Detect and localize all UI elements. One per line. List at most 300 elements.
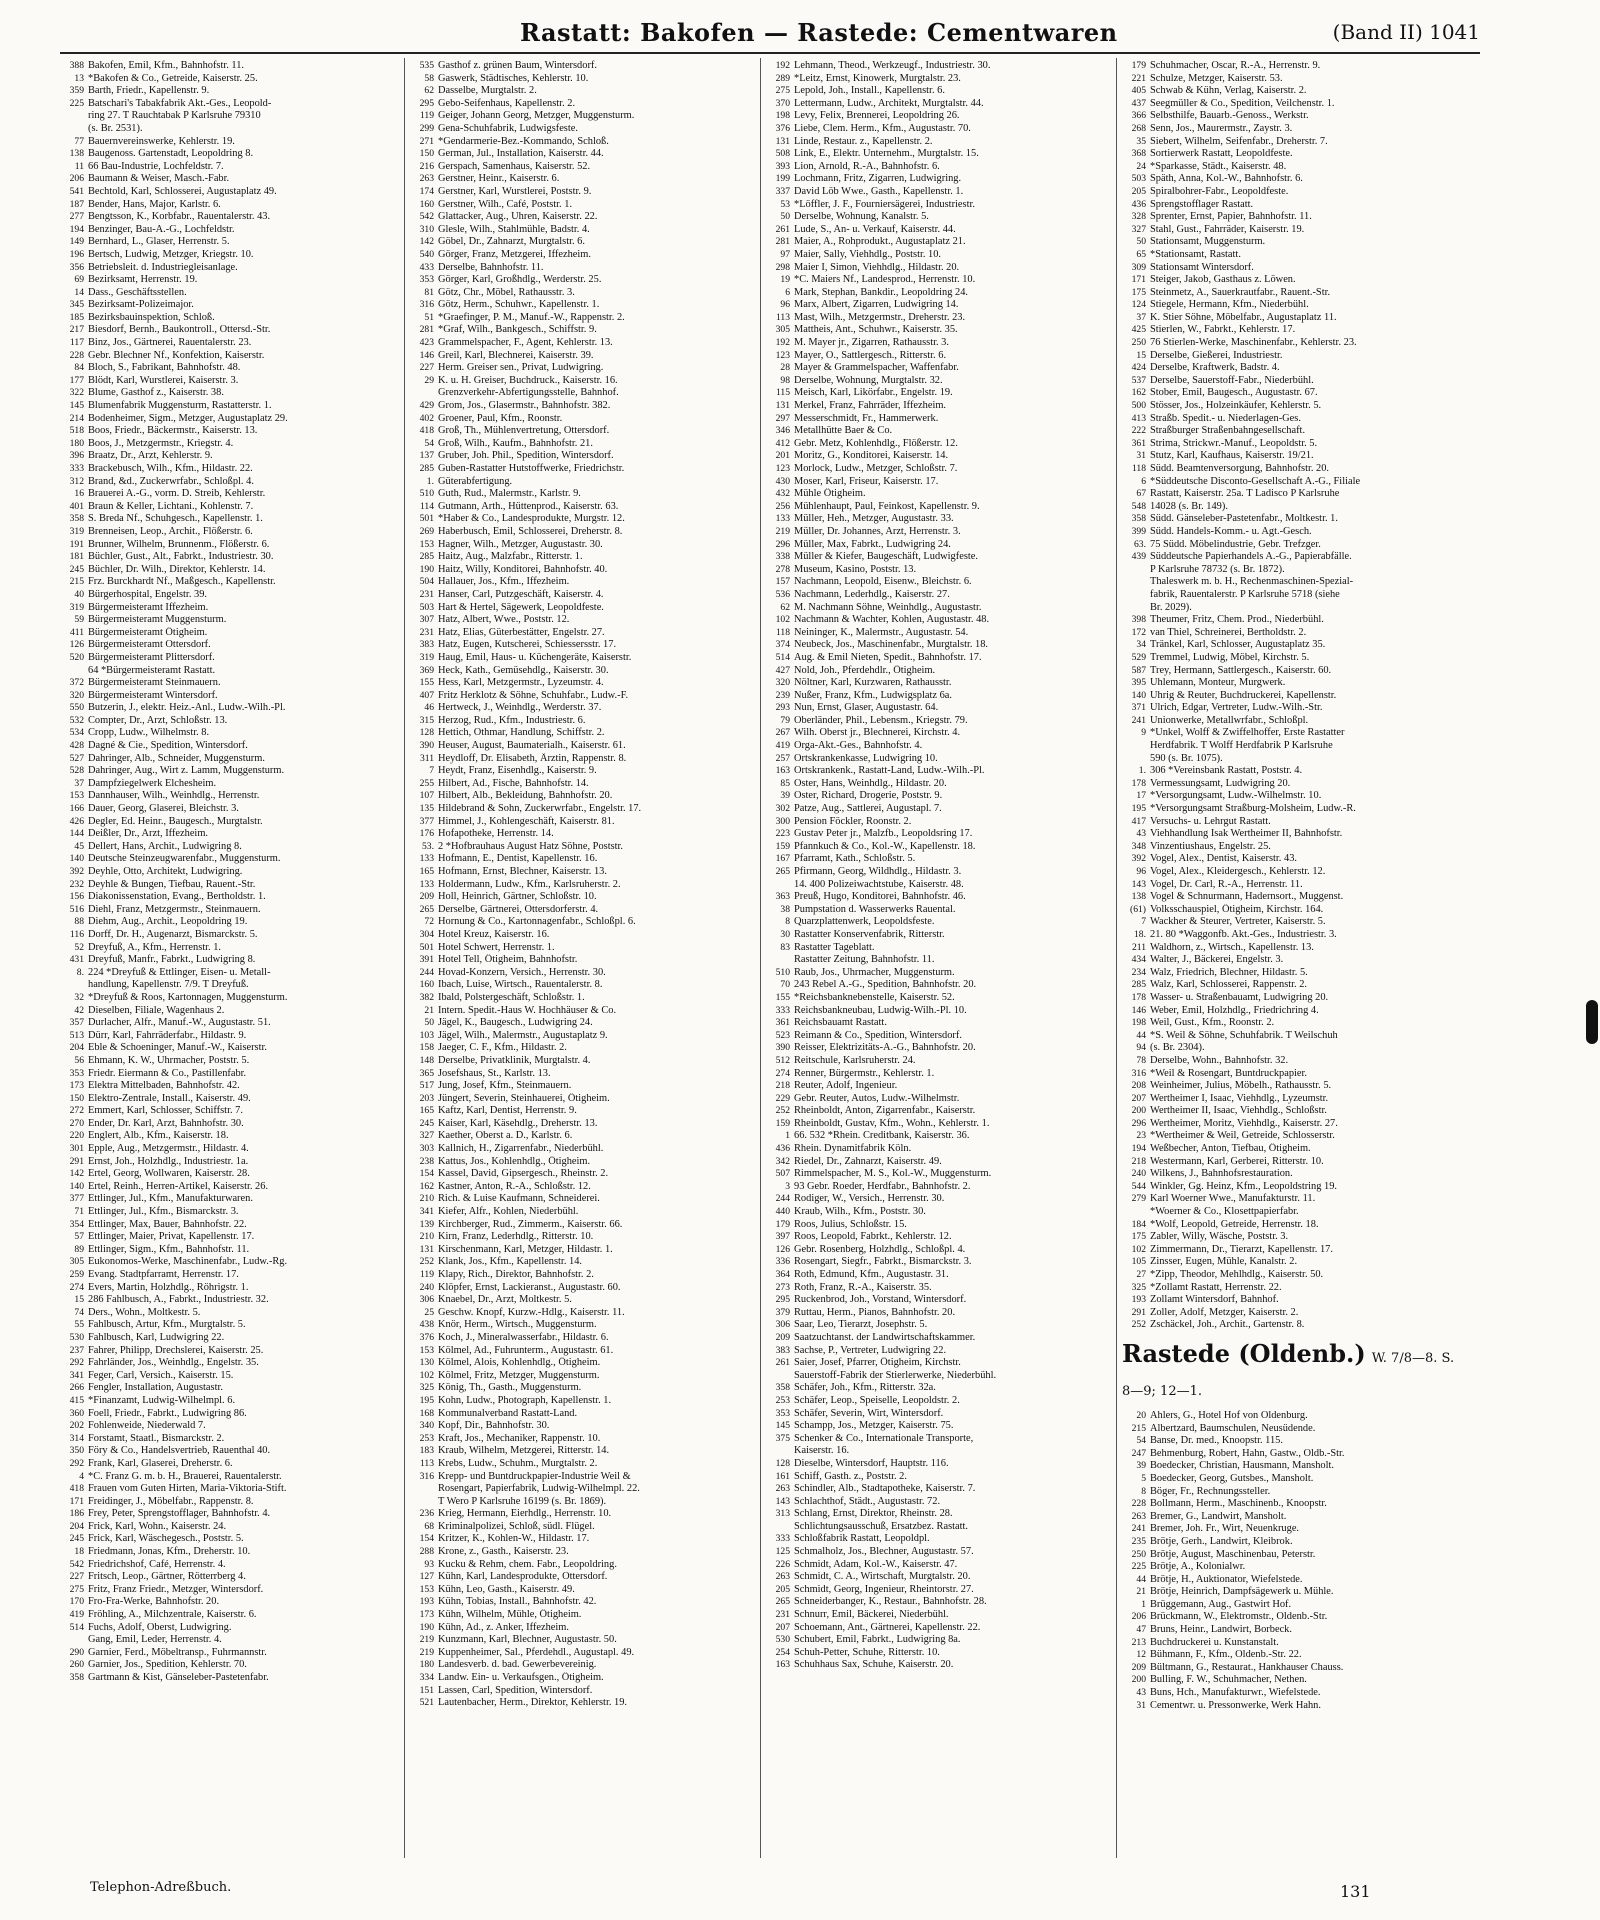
- entry-text: Nold, Joh., Pferdehdlr., Ötigheim.: [794, 664, 936, 676]
- phone-number: 228: [69, 349, 84, 361]
- directory-entry: [60, 1345, 402, 1358]
- entry-text: Hovad-Konzern, Versich., Herrenstr. 30.: [438, 966, 606, 978]
- directory-entry: [1122, 211, 1464, 224]
- directory-entry: [410, 1420, 752, 1433]
- entry-text: Frey, Peter, Sprengstofflager, Bahnhofstr. 4.: [88, 1508, 271, 1520]
- phone-number: 315: [419, 714, 434, 726]
- phone-number: 209: [775, 1331, 790, 1343]
- entry-text: Roth, Edmund, Kfm., Augustastr. 31.: [794, 1269, 949, 1280]
- phone-number: 512: [775, 1054, 790, 1066]
- entry-text: Reitschule, Karlsruherstr. 24.: [794, 1054, 916, 1066]
- directory-entry: [766, 501, 1108, 514]
- phone-number: 14: [74, 286, 84, 298]
- phone-number: 8: [785, 916, 790, 928]
- entry-text: Gerspach, Samenhaus, Kaiserstr. 52.: [438, 160, 591, 172]
- directory-entry: [60, 639, 402, 652]
- directory-entry: [1122, 85, 1464, 98]
- entry-text: Sauerstoff-Fabrik der Stierlerwerke, Niederbühl.: [794, 1369, 997, 1381]
- phone-number: 397: [775, 1231, 790, 1243]
- entry-text: Jüngert, Severin, Steinhauerei, Ötigheim.: [438, 1092, 610, 1104]
- entry-text: Heuser, August, Baumaterialh., Kaiserstr. 61.: [438, 740, 626, 752]
- directory-entry: [766, 199, 1108, 212]
- directory-entry: [60, 476, 402, 489]
- phone-number: 514: [775, 651, 790, 663]
- phone-number: 195: [419, 1394, 434, 1406]
- entry-text: Trey, Hermann, Sattlergesch., Kaiserstr. 60.: [1150, 664, 1332, 676]
- entry-text: Unionwerke, Metallwrfabr., Schloßpl.: [1150, 714, 1309, 726]
- directory-column-4-entries: [1122, 60, 1464, 1332]
- directory-entry: [410, 1231, 752, 1244]
- directory-entry: [766, 476, 1108, 489]
- entry-text: Krone, z., Gasth., Kaiserstr. 23.: [438, 1546, 569, 1558]
- phone-number: 341: [69, 1369, 84, 1381]
- directory-entry: [1122, 1005, 1464, 1018]
- entry-text: Ortskrankenkasse, Ludwigring 10.: [794, 752, 938, 764]
- phone-number: 305: [69, 1256, 84, 1268]
- phone-number: 12: [1136, 1649, 1146, 1661]
- entry-text: Rastatt, Kaiserstr. 25a. T Ladisco P Karlsruhe: [1150, 488, 1340, 500]
- entry-text: Frank, Karl, Glaserei, Dreherstr. 6.: [88, 1457, 233, 1469]
- entry-text: Stober, Emil, Baugesch., Augustastr. 67.: [1150, 387, 1318, 399]
- phone-number: 193: [1131, 1294, 1146, 1306]
- phone-number: 500: [1131, 400, 1146, 412]
- entry-text: Schenker & Co., Internationale Transporte,: [794, 1432, 974, 1444]
- phone-number: 334: [419, 1672, 434, 1683]
- phone-number: 392: [1131, 853, 1146, 865]
- entry-text: Brötje, Gerh., Landwirt, Kleibrok.: [1150, 1535, 1293, 1547]
- entry-text: Renner, Bürgermstr., Kehlerstr. 1.: [794, 1067, 935, 1079]
- entry-text: Degler, Ed. Heinr., Baugesch., Murgtalstr.: [88, 815, 263, 827]
- entry-text: Mühle Ötigheim.: [794, 488, 866, 500]
- directory-entry: [60, 916, 402, 929]
- section-heading-rastede: [1122, 1340, 1464, 1406]
- phone-number: 306: [419, 1294, 434, 1306]
- directory-entry: [766, 287, 1108, 300]
- phone-number: 209: [1131, 1661, 1146, 1673]
- directory-entry: [410, 1093, 752, 1106]
- entry-text: Schampp, Jos., Metzger, Kaiserstr. 75.: [794, 1420, 954, 1432]
- directory-entry: [1122, 1231, 1464, 1244]
- phone-number: 366: [1131, 110, 1146, 122]
- directory-entry: [766, 236, 1108, 249]
- entry-text: K. u. H. Greiser, Buchdruck., Kaiserstr. 16.: [438, 374, 618, 386]
- phone-number: 207: [775, 1621, 790, 1633]
- entry-text: Geiger, Johann Georg, Metzger, Muggensturm.: [438, 110, 635, 122]
- phone-number: 535: [419, 60, 434, 71]
- entry-text: Roos, Leopold, Fabrkt., Kehlerstr. 12.: [794, 1231, 952, 1243]
- entry-text: Bremer, G., Landwirt, Mansholt.: [1150, 1510, 1287, 1522]
- phone-number: 204: [69, 1042, 84, 1054]
- phone-number: 245: [419, 1117, 434, 1129]
- directory-entry: [766, 1143, 1108, 1156]
- phone-number: 1: [785, 1130, 790, 1142]
- entry-text: Gustav Peter jr., Malzfb., Leopoldsring 17.: [794, 828, 973, 840]
- directory-entry: [60, 979, 402, 992]
- phone-number: 105: [1131, 1256, 1146, 1268]
- directory-entry: [60, 803, 402, 816]
- phone-number: 293: [775, 702, 790, 714]
- directory-entry: [766, 1256, 1108, 1269]
- entry-text: *Woerner & Co., Klosettpapierfabr.: [1150, 1206, 1299, 1218]
- entry-text: fabrik, Rauentalerstr. P Karlsruhe 5718 (siehe: [1150, 588, 1340, 600]
- entry-text: Dellert, Hans, Archit., Ludwigring 8.: [88, 840, 242, 852]
- directory-entry: [766, 1357, 1108, 1370]
- entry-text: Selbsthilfe, Bauarb.-Genoss., Werkstr.: [1150, 110, 1309, 122]
- directory-entry: [60, 413, 402, 426]
- entry-text: Bürgermeisteramt Steinmauern.: [88, 677, 221, 689]
- entry-text: Frick, Karl, Wohn., Kaiserstr. 24.: [88, 1520, 227, 1532]
- phone-number: 211: [1131, 941, 1146, 953]
- phone-number: 154: [419, 1168, 434, 1180]
- directory-entry: [410, 1647, 752, 1660]
- directory-entry: [766, 1408, 1108, 1421]
- phone-number: 532: [69, 714, 84, 726]
- phone-number: 18: [74, 1546, 84, 1558]
- directory-entry: [410, 1244, 752, 1257]
- entry-text: *Graefinger, P. M., Manuf.-W., Rappenstr. 2.: [438, 311, 625, 323]
- phone-number: 8.: [76, 966, 84, 978]
- directory-entry: [410, 1458, 752, 1471]
- directory-entry: [410, 199, 752, 212]
- directory-entry: [1122, 891, 1464, 904]
- directory-entry: [410, 312, 752, 325]
- phone-number: 273: [775, 1281, 790, 1293]
- directory-entry: [60, 1571, 402, 1584]
- phone-number: 42: [74, 1004, 84, 1016]
- directory-entry: [410, 627, 752, 640]
- phone-number: 17: [1136, 790, 1146, 802]
- phone-number: 432: [775, 488, 790, 500]
- directory-entry: [410, 186, 752, 199]
- entry-text: Kirchberger, Rud., Zimmerm., Kaiserstr. 66.: [438, 1218, 623, 1230]
- entry-text: Rhein. Dynamitfabrik Köln.: [794, 1143, 912, 1155]
- entry-text: Kastner, Anton, R.-A., Schloßstr. 12.: [438, 1180, 591, 1192]
- directory-entry: [60, 740, 402, 753]
- entry-text: Brückmann, W., Elektromstr., Oldenb.-Str.: [1150, 1611, 1328, 1623]
- phone-number: 162: [1131, 387, 1146, 399]
- entry-text: Bremer, Joh. Fr., Wirt, Neuenkruge.: [1150, 1523, 1300, 1535]
- phone-number: 356: [69, 261, 84, 273]
- phone-number: 32: [74, 991, 84, 1003]
- directory-entry: [60, 715, 402, 728]
- directory-entry: [1122, 73, 1464, 86]
- phone-number: 9: [1141, 727, 1146, 739]
- directory-entry: [1122, 765, 1464, 778]
- directory-entry: [60, 1395, 402, 1408]
- entry-text: Kommunalverband Rastatt-Land.: [438, 1407, 578, 1419]
- phone-number: 369: [419, 664, 434, 676]
- phone-number: 517: [419, 1080, 434, 1092]
- entry-text: *Versorgungsamt Straßburg-Molsheim, Ludw.-R.: [1150, 803, 1356, 815]
- entry-text: Vogel, Alex., Dentist, Kaiserstr. 43.: [1150, 853, 1297, 865]
- phone-number: 544: [1131, 1180, 1146, 1192]
- phone-number: 436: [1131, 198, 1146, 210]
- directory-entry: [60, 1055, 402, 1068]
- phone-number: 218: [1131, 1155, 1146, 1167]
- entry-text: Rodiger, W., Versich., Herrenstr. 30.: [794, 1193, 945, 1205]
- directory-entry: [410, 564, 752, 577]
- phone-number: 52: [74, 941, 84, 953]
- phone-number: 55: [74, 1319, 84, 1331]
- directory-entry: [410, 1345, 752, 1358]
- entry-text: Friedrichshof, Café, Herrenstr. 4.: [88, 1558, 226, 1570]
- directory-entry: [60, 513, 402, 526]
- entry-text: Ibald, Polstergeschäft, Schloßstr. 1.: [438, 991, 585, 1003]
- phone-number: 96: [780, 299, 790, 311]
- entry-text: Derselbe, Privatklinik, Murgtalstr. 4.: [438, 1054, 591, 1066]
- phone-number: 15: [74, 1294, 84, 1306]
- directory-entry: [766, 1130, 1108, 1143]
- entry-text: Viehhandlung Isak Wertheimer II, Bahnhofstr.: [1150, 828, 1343, 840]
- entry-text: Braatz, Dr., Arzt, Kehlerstr. 9.: [88, 450, 213, 462]
- entry-text: Hallauer, Jos., Kfm., Iffezheim.: [438, 576, 570, 588]
- phone-number: 550: [69, 702, 84, 714]
- directory-entry: [60, 161, 402, 174]
- directory-entry: [1122, 1068, 1464, 1081]
- phone-number: 291: [69, 1155, 84, 1167]
- phone-number: 183: [419, 1445, 434, 1457]
- phone-number: 210: [419, 1231, 434, 1243]
- entry-text: Bauernvereinswerke, Kehlerstr. 19.: [88, 135, 235, 147]
- directory-entry: [766, 1319, 1108, 1332]
- directory-entry: [766, 148, 1108, 161]
- directory-entry: [60, 665, 402, 678]
- phone-number: 407: [419, 689, 434, 701]
- directory-entry: [766, 73, 1108, 86]
- phone-number: 46: [424, 702, 434, 714]
- directory-entry: [766, 589, 1108, 602]
- phone-number: 530: [775, 1634, 790, 1646]
- phone-number: 20: [1136, 1409, 1146, 1421]
- entry-text: Fro-Fra-Werke, Bahnhofstr. 20.: [88, 1596, 220, 1608]
- entry-text: Bulling, F. W., Schuhmacher, Nethen.: [1150, 1674, 1307, 1686]
- entry-text: Ettlinger, Max, Bauer, Bahnhofstr. 22.: [88, 1218, 247, 1230]
- phone-number: 325: [419, 1382, 434, 1394]
- phone-number: 279: [1131, 1193, 1146, 1205]
- phone-number: 193: [419, 1596, 434, 1608]
- phone-number: 372: [69, 677, 84, 689]
- directory-entry: [766, 665, 1108, 678]
- phone-number: 186: [69, 1508, 84, 1520]
- entry-text: Schulze, Metzger, Kaiserstr. 53.: [1150, 72, 1283, 84]
- phone-number: 203: [419, 1092, 434, 1104]
- directory-entry: [410, 765, 752, 778]
- entry-text: 75 Südd. Möbelindustrie, Gebr. Trefzger.: [1150, 538, 1321, 550]
- phone-number: 205: [1131, 185, 1146, 197]
- phone-number: 84: [74, 362, 84, 374]
- phone-number: 85: [780, 777, 790, 789]
- phone-number: 374: [775, 639, 790, 651]
- directory-entry: [60, 1080, 402, 1093]
- directory-entry: [410, 1596, 752, 1609]
- directory-entry: [60, 1622, 402, 1635]
- entry-text: Tremmel, Ludwig, Möbel, Kirchstr. 5.: [1150, 651, 1310, 663]
- phone-number: 163: [775, 765, 790, 777]
- entry-text: Reichsbankneubau, Ludwig-Wilh.-Pl. 10.: [794, 1004, 967, 1016]
- phone-number: 160: [419, 979, 434, 991]
- phone-number: 265: [419, 903, 434, 915]
- phone-number: 190: [419, 1621, 434, 1633]
- phone-number: 285: [419, 463, 434, 474]
- entry-text: Brauerei A.-G., vorm. D. Streib, Kehlerstr.: [88, 488, 266, 500]
- entry-text: T Wero P Karlsruhe 16199 (s. Br. 1869).: [438, 1495, 607, 1507]
- entry-text: Buns, Hch., Manufakturwr., Wiefelstede.: [1150, 1687, 1321, 1699]
- directory-entry: [1122, 173, 1464, 186]
- phone-number: 376: [775, 122, 790, 134]
- phone-number: 70: [780, 979, 790, 991]
- entry-text: Walter, J., Bäckerei, Engelstr. 3.: [1150, 954, 1284, 966]
- entry-text: Mayer & Grammelspacher, Waffenfabr.: [794, 362, 959, 374]
- directory-entry: [1122, 161, 1464, 174]
- directory-entry: [1122, 602, 1464, 615]
- entry-text: Pumpstation d. Wasserwerks Rauental.: [794, 903, 956, 915]
- directory-entry: [766, 715, 1108, 728]
- directory-entry: [766, 1068, 1108, 1081]
- directory-entry: [410, 866, 752, 879]
- directory-entry: [410, 929, 752, 942]
- directory-entry: [410, 1634, 752, 1647]
- directory-entry: [410, 73, 752, 86]
- entry-text: Aug. & Emil Nieten, Spedit., Bahnhofstr. 17.: [794, 651, 982, 663]
- entry-text: Karl Woerner Wwe., Manufakturstr. 11.: [1150, 1193, 1316, 1205]
- directory-entry: [60, 324, 402, 337]
- entry-text: Schindler, Alb., Stadtapotheke, Kaiserstr. 7.: [794, 1483, 976, 1495]
- directory-entry: [1122, 1030, 1464, 1043]
- phone-number: 437: [1131, 97, 1146, 109]
- entry-text: Dahringer, Alb., Schneider, Muggensturm.: [88, 752, 265, 764]
- phone-number: 396: [69, 450, 84, 462]
- phone-number: 153: [69, 790, 84, 802]
- directory-entry: [410, 262, 752, 275]
- entry-text: Schlichtungsausschuß, Ersatzbez. Rastatt.: [794, 1520, 969, 1532]
- directory-entry: [410, 1659, 752, 1672]
- phone-number: 365: [419, 1067, 434, 1079]
- entry-text: Oberländer, Phil., Lebensm., Kriegstr. 79.: [794, 714, 968, 726]
- phone-number: 269: [419, 525, 434, 537]
- phone-number: 537: [1131, 374, 1146, 386]
- directory-entry: [410, 1005, 752, 1018]
- entry-text: Dagné & Cie., Spedition, Wintersdorf.: [88, 740, 248, 752]
- entry-text: M. Mayer jr., Zigarren, Rathausstr. 3.: [794, 337, 949, 349]
- entry-text: Kirschenmann, Karl, Metzger, Hildastr. 1.: [438, 1243, 613, 1255]
- directory-entry: [766, 1055, 1108, 1068]
- directory-entry: [410, 778, 752, 791]
- directory-entry: [60, 211, 402, 224]
- phone-number: 153: [419, 1344, 434, 1356]
- entry-text: (s. Br. 2531).: [88, 122, 143, 134]
- entry-text: Lochmann, Fritz, Zigarren, Ludwigring.: [794, 173, 962, 185]
- entry-text: Thaleswerk m. b. H., Rechenmaschinen-Spezial-: [1150, 576, 1354, 588]
- directory-entry: [1122, 778, 1464, 791]
- phone-number: 21: [1136, 1586, 1146, 1598]
- entry-text: Greil, Karl, Blechnerei, Kaiserstr. 39.: [438, 349, 594, 361]
- entry-text: Stiegele, Hermann, Kfm., Niederbühl.: [1150, 299, 1309, 311]
- directory-entry: [410, 1697, 752, 1710]
- phone-number: 192: [775, 337, 790, 349]
- phone-number: 399: [1131, 525, 1146, 537]
- directory-entry: [1122, 1118, 1464, 1131]
- entry-text: Raub, Jos., Uhrmacher, Muggensturm.: [794, 966, 955, 978]
- directory-entry: [766, 1030, 1108, 1043]
- phone-number: 353: [69, 1067, 84, 1079]
- phone-number: 97: [780, 248, 790, 260]
- directory-entry: [60, 1458, 402, 1471]
- phone-number: 94: [1136, 1042, 1146, 1054]
- entry-text: Wertheimer II, Isaac, Viehhdlg., Schloßstr.: [1150, 1105, 1327, 1117]
- directory-entry: [60, 287, 402, 300]
- directory-entry: [1122, 1168, 1464, 1181]
- directory-entry: [1122, 1473, 1464, 1486]
- directory-entry: [766, 866, 1108, 879]
- directory-entry: [766, 614, 1108, 627]
- entry-text: Späth, Anna, Kol.-W., Bahnhofstr. 6.: [1150, 173, 1303, 185]
- entry-text: Forstamt, Staatl., Bismarckstr. 2.: [88, 1432, 225, 1444]
- phone-number: 40: [74, 588, 84, 600]
- entry-text: Reichsbauamt Rastatt.: [794, 1017, 887, 1029]
- entry-text: Götz, Herm., Schuhwr., Kapellenstr. 1.: [438, 299, 600, 311]
- directory-entry: [1122, 1294, 1464, 1307]
- phone-number: 38: [780, 903, 790, 915]
- directory-entry: [1122, 1105, 1464, 1118]
- phone-number: 130: [419, 1357, 434, 1369]
- phone-number: 534: [69, 727, 84, 739]
- entry-text: Schlachthof, Städt., Augustastr. 72.: [794, 1495, 941, 1507]
- entry-text: Gena-Schuhfabrik, Ludwigsfeste.: [438, 122, 578, 134]
- phone-number: 135: [419, 803, 434, 815]
- phone-number: 145: [775, 1420, 790, 1432]
- entry-text: Götz, Chr., Möbel, Rathausstr. 3.: [438, 286, 575, 298]
- directory-entry: [1122, 841, 1464, 854]
- entry-text: Neininger, K., Malermstr., Augustastr. 54.: [794, 626, 969, 638]
- entry-text: Baugenoss. Gartenstadt, Leopoldring 8.: [88, 148, 254, 160]
- phone-number: 39: [780, 790, 790, 802]
- entry-text: 590 (s. Br. 1075).: [1150, 752, 1223, 764]
- phone-number: 158: [419, 1042, 434, 1054]
- phone-number: 244: [775, 1193, 790, 1205]
- entry-text: Schmalholz, Jos., Blechner, Augustastr. 57.: [794, 1546, 974, 1558]
- directory-entry: [60, 1193, 402, 1206]
- directory-entry: [766, 1345, 1108, 1358]
- phone-number: 231: [419, 588, 434, 600]
- phone-number: 395: [1131, 677, 1146, 689]
- directory-entry: [1122, 904, 1464, 917]
- directory-entry: [766, 942, 1108, 955]
- phone-number: 523: [775, 1029, 790, 1041]
- directory-entry: [60, 753, 402, 766]
- phone-number: 126: [69, 639, 84, 651]
- directory-entry: [766, 652, 1108, 665]
- phone-number: 254: [775, 1646, 790, 1658]
- directory-entry: [60, 463, 402, 476]
- entry-text: *Dreyfuß & Roos, Kartonnagen, Muggensturm.: [88, 991, 288, 1003]
- phone-number: 412: [775, 437, 790, 449]
- entry-text: Guth, Rud., Malermstr., Karlstr. 9.: [438, 488, 581, 500]
- directory-entry: [60, 1496, 402, 1509]
- entry-text: Lautenbacher, Herm., Direktor, Kehlerstr. 19.: [438, 1697, 628, 1709]
- phone-number: 159: [775, 840, 790, 852]
- entry-text: Frauen vom Guten Hirten, Maria-Viktoria-Stift.: [88, 1483, 287, 1495]
- phone-number: 337: [775, 185, 790, 197]
- entry-text: Rosengart, Siegfr., Fabrkt., Bismarckstr. 3.: [794, 1256, 972, 1268]
- phone-number: 314: [69, 1432, 84, 1444]
- entry-text: Friedmann, Jonas, Kfm., Dreherstr. 10.: [88, 1546, 251, 1558]
- phone-number: 199: [775, 173, 790, 185]
- directory-entry: [1122, 299, 1464, 312]
- directory-entry: [60, 853, 402, 866]
- phone-number: 194: [69, 223, 84, 235]
- directory-entry: [60, 790, 402, 803]
- entry-text: Südd. Beamtenversorgung, Bahnhofstr. 20.: [1150, 463, 1330, 474]
